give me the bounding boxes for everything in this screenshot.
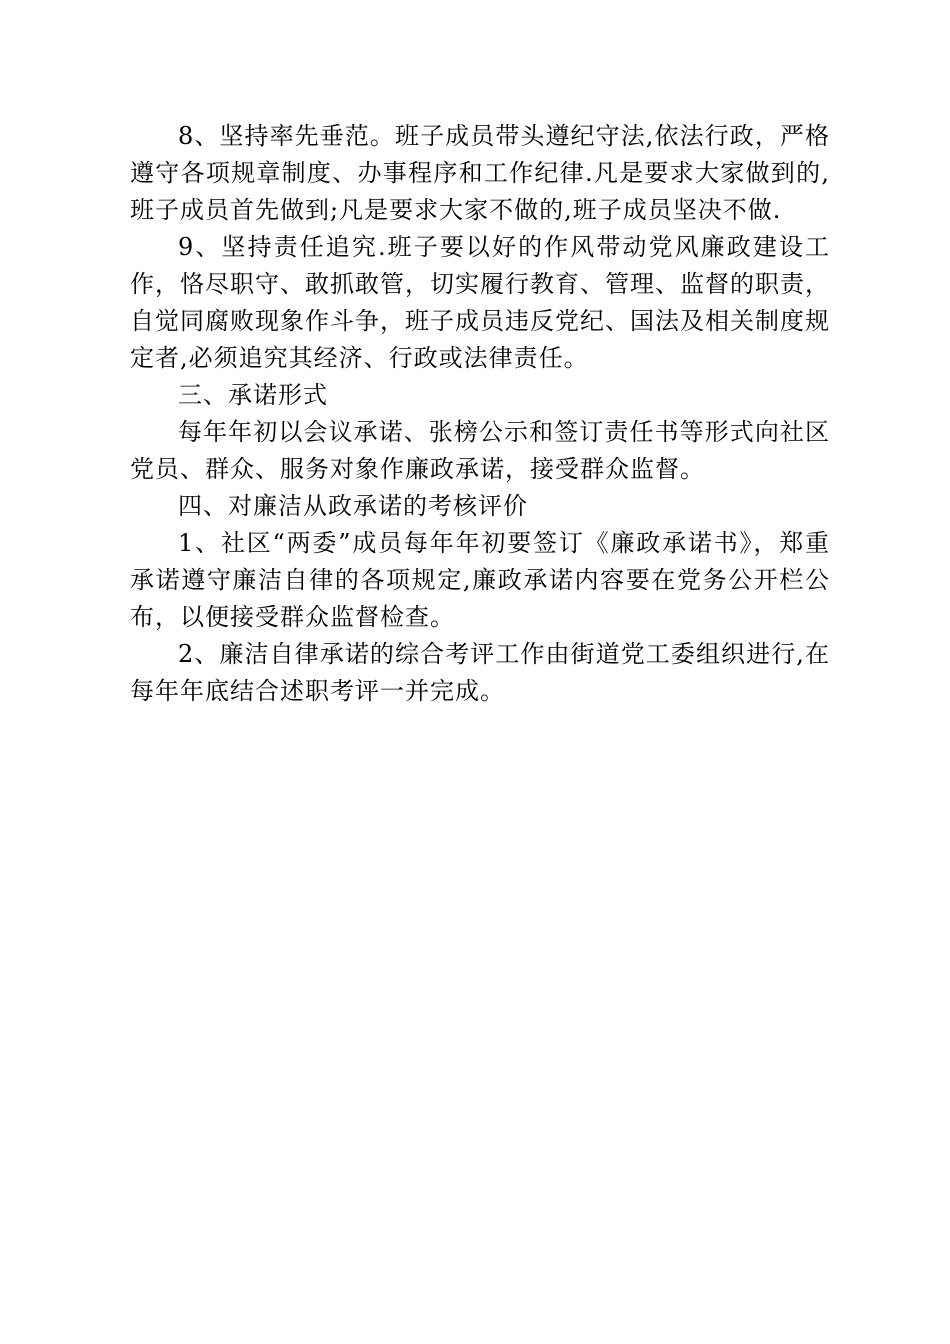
section-heading-4: 四、对廉洁从政承诺的考核评价 <box>178 492 528 520</box>
paragraph-rule-9: 9、坚持责任追究.班子要以好的作风带动党风廉政建设工作，恪尽职守、敢抓敢管，切实履行教育、管理、监督的职责，自觉同腐败现象作斗争，班子成员违反党纪、国法及相关制度规定者,必须追究其经济、行政或法律责任。 <box>130 233 830 372</box>
paragraph-rule-8: 8、坚持率先垂范。班子成员带头遵纪守法,依法行政，严格遵守各项规章制度、办事程序和工作纪律.凡是要求大家做到的,班子成员首先做到;凡是要求大家不做的,班子成员坚决不做. <box>130 122 830 224</box>
paragraph-pledge-form: 每年年初以会议承诺、张榜公示和签订责任书等形式向社区党员、群众、服务对象作廉政承诺，接受群众监督。 <box>130 418 830 483</box>
document-body <box>130 118 830 710</box>
paragraph-evaluation-2: 2、廉洁自律承诺的综合考评工作由街道党工委组织进行,在每年年底结合述职考评一并完成。 <box>130 640 830 705</box>
paragraph-evaluation-1: 1、社区“两委”成员每年年初要签订《廉政承诺书》，郑重承诺遵守廉洁自律的各项规定,廉政承诺内容要在党务公开栏公布，以便接受群众监督检查。 <box>130 529 830 631</box>
section-heading-3: 三、承诺形式 <box>178 381 328 409</box>
